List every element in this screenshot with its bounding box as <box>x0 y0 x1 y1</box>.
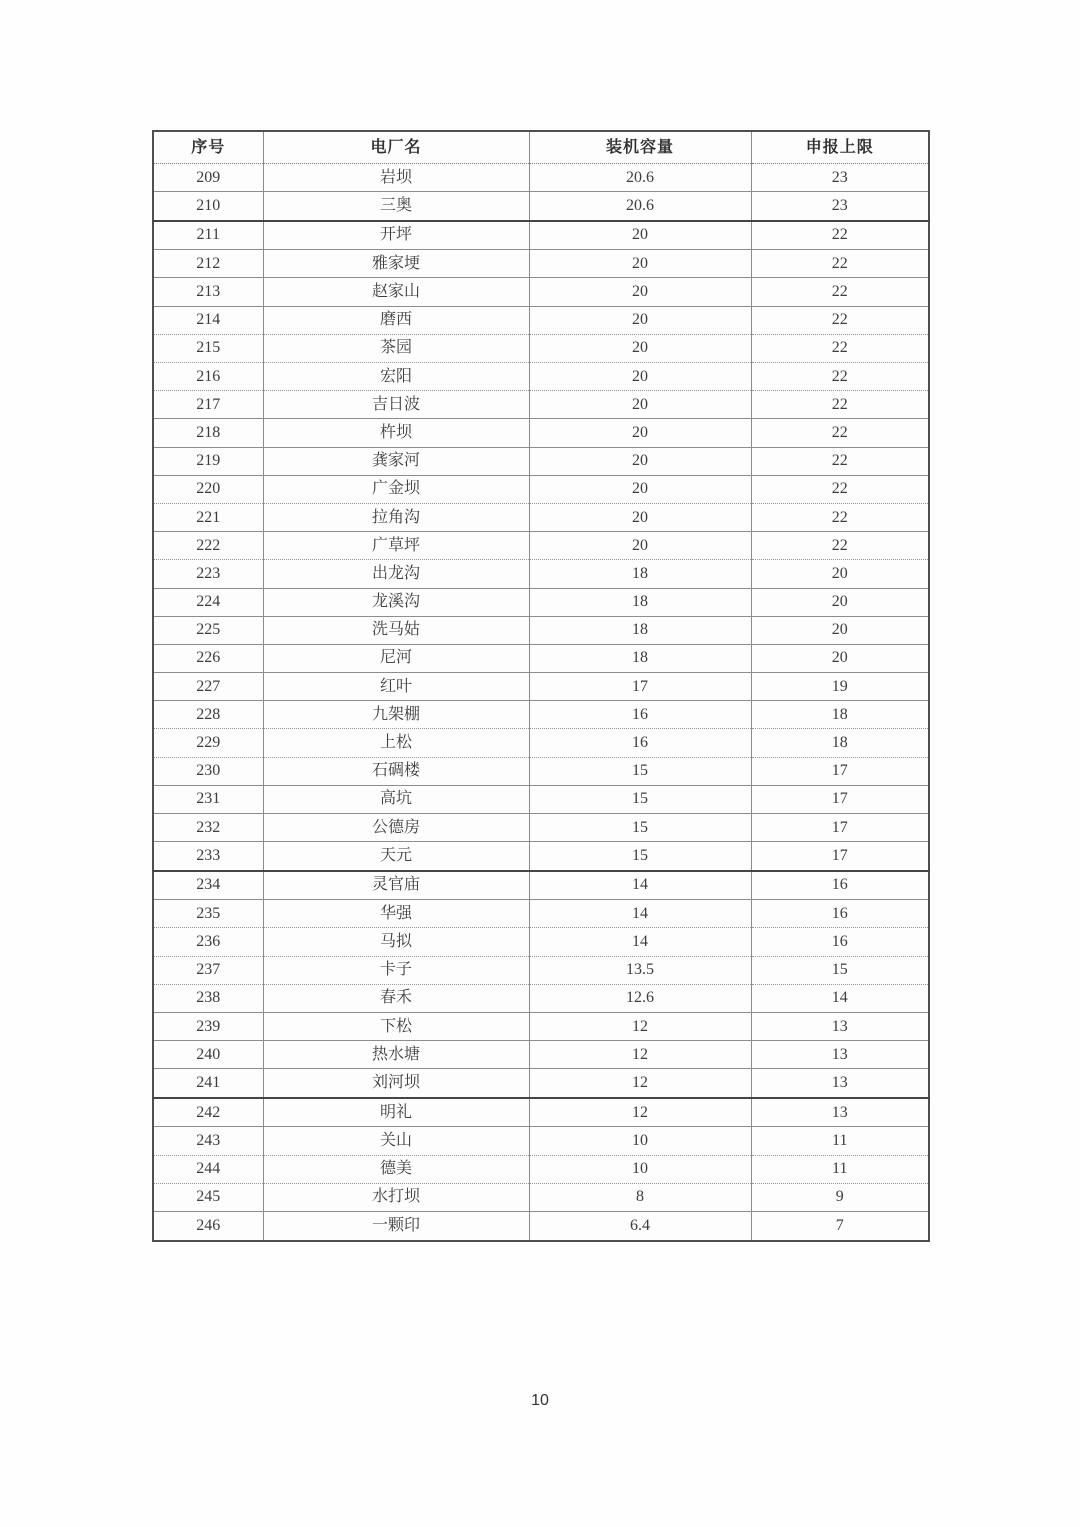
cell-plant-name: 德美 <box>263 1155 529 1183</box>
table-row <box>153 928 929 956</box>
cell-serial: 213 <box>153 278 263 306</box>
cell-serial: 220 <box>153 475 263 503</box>
cell-plant-name: 洗马姑 <box>263 616 529 644</box>
cell-capacity: 20 <box>529 306 751 334</box>
cell-capacity: 20 <box>529 391 751 419</box>
table-row <box>153 1098 929 1127</box>
table-row <box>153 871 929 900</box>
cell-serial: 219 <box>153 447 263 475</box>
cell-serial: 241 <box>153 1069 263 1098</box>
table-row <box>153 391 929 419</box>
cell-capacity: 18 <box>529 588 751 616</box>
page-number: 10 <box>531 1392 549 1409</box>
cell-serial: 209 <box>153 164 263 192</box>
cell-serial: 234 <box>153 871 263 900</box>
cell-plant-name: 天元 <box>263 842 529 871</box>
cell-serial: 230 <box>153 757 263 785</box>
cell-capacity: 16 <box>529 729 751 757</box>
cell-plant-name: 热水塘 <box>263 1041 529 1069</box>
cell-serial: 226 <box>153 644 263 672</box>
table-row <box>153 532 929 560</box>
cell-capacity: 15 <box>529 842 751 871</box>
cell-limit: 17 <box>751 757 929 785</box>
cell-plant-name: 龚家河 <box>263 447 529 475</box>
cell-plant-name: 一颗印 <box>263 1212 529 1242</box>
cell-plant-name: 春禾 <box>263 984 529 1012</box>
table-row <box>153 701 929 729</box>
cell-capacity: 15 <box>529 757 751 785</box>
cell-plant-name: 出龙沟 <box>263 560 529 588</box>
cell-plant-name: 磨西 <box>263 306 529 334</box>
cell-plant-name: 三奥 <box>263 192 529 221</box>
cell-plant-name: 明礼 <box>263 1098 529 1127</box>
header-row <box>153 131 929 164</box>
cell-capacity: 12 <box>529 1069 751 1098</box>
cell-capacity: 20 <box>529 447 751 475</box>
cell-limit: 20 <box>751 560 929 588</box>
cell-capacity: 12 <box>529 1013 751 1041</box>
cell-limit: 20 <box>751 644 929 672</box>
table-header <box>153 131 929 164</box>
cell-capacity: 20 <box>529 221 751 250</box>
table-row <box>153 1183 929 1211</box>
cell-limit: 11 <box>751 1127 929 1155</box>
cell-plant-name: 灵官庙 <box>263 871 529 900</box>
cell-capacity: 14 <box>529 871 751 900</box>
cell-limit: 16 <box>751 900 929 928</box>
cell-plant-name: 吉日波 <box>263 391 529 419</box>
cell-limit: 22 <box>751 532 929 560</box>
cell-serial: 227 <box>153 673 263 701</box>
cell-limit: 13 <box>751 1069 929 1098</box>
cell-limit: 16 <box>751 928 929 956</box>
table-row <box>153 503 929 531</box>
cell-plant-name: 尼河 <box>263 644 529 672</box>
cell-limit: 19 <box>751 673 929 701</box>
cell-limit: 22 <box>751 363 929 391</box>
table-body <box>153 164 929 1242</box>
cell-limit: 22 <box>751 391 929 419</box>
cell-capacity: 18 <box>529 616 751 644</box>
cell-limit: 15 <box>751 956 929 984</box>
cell-capacity: 20 <box>529 475 751 503</box>
cell-limit: 17 <box>751 814 929 842</box>
column-header-capacity: 装机容量 <box>529 131 751 164</box>
table-row <box>153 984 929 1012</box>
cell-plant-name: 龙溪沟 <box>263 588 529 616</box>
cell-limit: 14 <box>751 984 929 1012</box>
table-row <box>153 644 929 672</box>
cell-plant-name: 九架棚 <box>263 701 529 729</box>
cell-limit: 22 <box>751 278 929 306</box>
table-row <box>153 363 929 391</box>
cell-serial: 246 <box>196 1217 221 1234</box>
cell-limit: 18 <box>751 701 929 729</box>
cell-serial: 242 <box>153 1098 263 1127</box>
cell-serial: 244 <box>153 1155 263 1183</box>
cell-capacity: 10 <box>529 1155 751 1183</box>
table-row <box>153 785 929 813</box>
cell-plant-name: 公德房 <box>263 814 529 842</box>
cell-limit: 22 <box>751 250 929 278</box>
cell-serial: 223 <box>153 560 263 588</box>
cell-limit: 9 <box>751 1183 929 1211</box>
cell-serial: 229 <box>153 729 263 757</box>
cell-plant-name: 水打坝 <box>263 1183 529 1211</box>
cell-plant-name: 华强 <box>263 900 529 928</box>
table-row <box>153 1041 929 1069</box>
cell-limit: 18 <box>751 729 929 757</box>
cell-limit: 20 <box>751 616 929 644</box>
table-row <box>153 616 929 644</box>
cell-serial: 218 <box>153 419 263 447</box>
table-row <box>153 1155 929 1183</box>
cell-capacity: 20 <box>529 503 751 531</box>
cell-capacity: 12 <box>529 1041 751 1069</box>
table-row <box>153 588 929 616</box>
cell-serial: 232 <box>153 814 263 842</box>
cell-capacity: 20 <box>529 419 751 447</box>
cell-capacity: 20 <box>529 334 751 362</box>
column-header-limit: 申报上限 <box>751 131 929 164</box>
cell-capacity: 17 <box>529 673 751 701</box>
cell-plant-name: 开坪 <box>263 221 529 250</box>
table-row <box>153 221 929 250</box>
table-row <box>153 900 929 928</box>
cell-capacity: 14 <box>529 900 751 928</box>
table-row <box>153 1127 929 1155</box>
cell-plant-name: 赵家山 <box>263 278 529 306</box>
cell-limit: 22 <box>751 306 929 334</box>
cell-capacity: 13.5 <box>529 956 751 984</box>
cell-limit: 16 <box>751 871 929 900</box>
table-row <box>153 475 929 503</box>
cell-serial: 225 <box>153 616 263 644</box>
cell-plant-name: 广草坪 <box>263 532 529 560</box>
table-row <box>153 956 929 984</box>
table-row <box>153 447 929 475</box>
cell-plant-name: 马拟 <box>263 928 529 956</box>
cell-plant-name: 茶园 <box>263 334 529 362</box>
cell-capacity: 20.6 <box>529 192 751 221</box>
cell-serial: 216 <box>153 363 263 391</box>
cell-capacity: 20 <box>529 278 751 306</box>
cell-serial: 237 <box>153 956 263 984</box>
cell-plant-name: 关山 <box>263 1127 529 1155</box>
table-row <box>153 729 929 757</box>
cell-capacity: 20 <box>529 363 751 391</box>
cell-serial: 212 <box>153 250 263 278</box>
cell-limit: 20 <box>751 588 929 616</box>
column-header-serial: 序号 <box>153 131 263 164</box>
cell-plant-name: 上松 <box>263 729 529 757</box>
cell-plant-name: 刘河坝 <box>263 1069 529 1098</box>
table-row <box>153 814 929 842</box>
cell-serial: 210 <box>153 192 263 221</box>
cell-serial: 231 <box>153 785 263 813</box>
cell-plant-name: 杵坝 <box>263 419 529 447</box>
table-row <box>153 1212 929 1242</box>
cell-limit: 22 <box>751 503 929 531</box>
cell-serial: 221 <box>153 503 263 531</box>
cell-serial: 215 <box>153 334 263 362</box>
table-row <box>153 673 929 701</box>
cell-serial: 222 <box>153 532 263 560</box>
cell-limit: 7 <box>751 1212 929 1242</box>
cell-capacity: 18 <box>529 560 751 588</box>
cell-limit: 23 <box>751 164 929 192</box>
table-row <box>153 334 929 362</box>
cell-serial: 245 <box>153 1183 263 1211</box>
cell-capacity: 15 <box>529 814 751 842</box>
cell-plant-name: 广金坝 <box>263 475 529 503</box>
power-plant-table <box>152 130 930 1242</box>
table-row <box>153 306 929 334</box>
cell-capacity: 16 <box>529 701 751 729</box>
cell-limit: 22 <box>751 221 929 250</box>
cell-plant-name: 红叶 <box>263 673 529 701</box>
table-row <box>153 192 929 221</box>
cell-serial: 235 <box>153 900 263 928</box>
cell-limit: 17 <box>751 842 929 871</box>
cell-serial: 224 <box>153 588 263 616</box>
cell-serial: 238 <box>153 984 263 1012</box>
cell-plant-name: 宏阳 <box>263 363 529 391</box>
cell-serial: 233 <box>153 842 263 871</box>
cell-plant-name: 石碉楼 <box>263 757 529 785</box>
cell-plant-name: 雅家埂 <box>263 250 529 278</box>
cell-limit: 22 <box>751 334 929 362</box>
cell-capacity: 10 <box>529 1127 751 1155</box>
cell-limit: 23 <box>751 192 929 221</box>
cell-serial: 214 <box>153 306 263 334</box>
column-header-plant-name: 电厂名 <box>263 131 529 164</box>
cell-plant-name: 拉角沟 <box>263 503 529 531</box>
table-row <box>153 1013 929 1041</box>
cell-capacity: 12.6 <box>529 984 751 1012</box>
cell-limit: 22 <box>751 475 929 503</box>
cell-serial: 217 <box>153 391 263 419</box>
cell-plant-name: 下松 <box>263 1013 529 1041</box>
cell-plant-name: 卡子 <box>263 956 529 984</box>
cell-serial: 243 <box>153 1127 263 1155</box>
cell-serial: 236 <box>153 928 263 956</box>
table-row <box>153 278 929 306</box>
cell-capacity: 18 <box>529 644 751 672</box>
cell-capacity: 12 <box>529 1098 751 1127</box>
table-row <box>153 757 929 785</box>
cell-serial: 239 <box>153 1013 263 1041</box>
cell-limit: 22 <box>751 419 929 447</box>
cell-limit: 13 <box>751 1013 929 1041</box>
table-row <box>153 560 929 588</box>
cell-capacity: 14 <box>529 928 751 956</box>
cell-capacity: 15 <box>529 785 751 813</box>
cell-capacity: 20.6 <box>529 164 751 192</box>
cell-limit: 13 <box>751 1098 929 1127</box>
cell-limit: 11 <box>751 1155 929 1183</box>
cell-serial: 228 <box>153 701 263 729</box>
cell-capacity: 20 <box>529 532 751 560</box>
cell-capacity: 8 <box>529 1183 751 1211</box>
table-row <box>153 250 929 278</box>
cell-serial: 240 <box>153 1041 263 1069</box>
table-row <box>153 842 929 871</box>
cell-limit: 17 <box>751 785 929 813</box>
table-row <box>153 1069 929 1098</box>
cell-plant-name: 高坑 <box>263 785 529 813</box>
cell-plant-name: 岩坝 <box>263 164 529 192</box>
table-row <box>153 164 929 192</box>
cell-limit: 13 <box>751 1041 929 1069</box>
cell-limit: 22 <box>751 447 929 475</box>
cell-capacity: 6.4 <box>529 1212 751 1242</box>
cell-capacity: 20 <box>529 250 751 278</box>
table-row <box>153 419 929 447</box>
cell-serial: 211 <box>153 221 263 250</box>
